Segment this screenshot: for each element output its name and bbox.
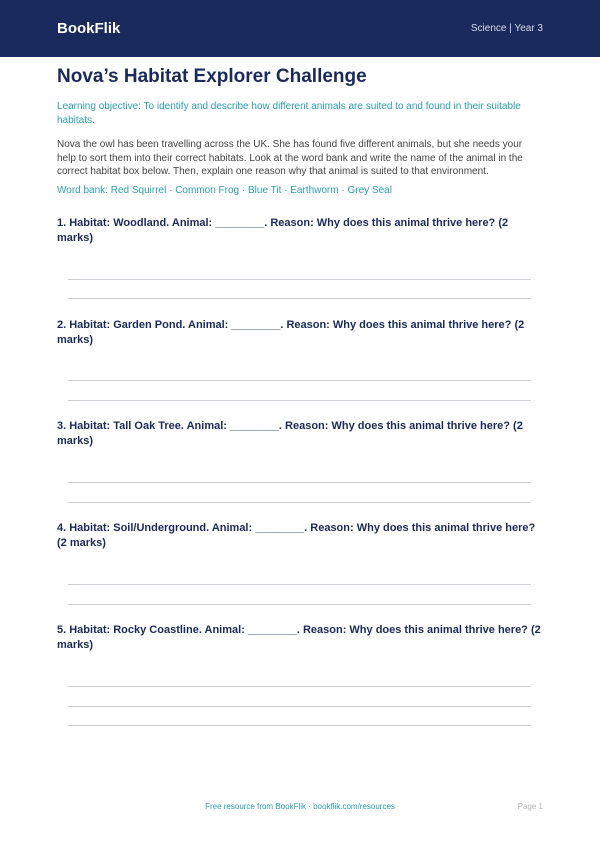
answer-line[interactable] — [68, 279, 531, 280]
answer-line[interactable] — [68, 400, 531, 401]
answer-line[interactable] — [68, 604, 531, 605]
brand-logo: BookFlik — [57, 20, 121, 37]
page-title: Nova’s Habitat Explorer Challenge — [57, 66, 367, 87]
subject-year: Science | Year 3 — [470, 23, 543, 34]
answer-line[interactable] — [68, 725, 531, 726]
page-number: Page 1 — [517, 802, 543, 811]
answer-line[interactable] — [68, 686, 531, 687]
answer-line[interactable] — [68, 482, 531, 483]
question-5: 5. Habitat: Rocky Coastline. Animal: ________. Reason: Why does this animal thrive here? (2 marks) — [57, 624, 541, 651]
answer-line[interactable] — [68, 502, 531, 503]
intro-paragraph: Nova the owl has been travelling across the UK. She has found five different animals, but she needs your help to sort them into their correct habitats. Look at the word bank and write the name of the animal in the correct habitat box below. Then, explain one reason why that animal is suited to that environment. — [57, 139, 523, 177]
question-1: 1. Habitat: Woodland. Animal: ________. Reason: Why does this animal thrive here? (2 marks) — [57, 217, 509, 244]
question-4: 4. Habitat: Soil/Underground. Animal: ________. Reason: Why does this animal thrive here? (2 marks) — [57, 522, 536, 549]
question-2: 2. Habitat: Garden Pond. Animal: ________. Reason: Why does this animal thrive here? (2 marks) — [57, 319, 525, 346]
word-bank: Word bank: Red Squirrel · Common Frog · Blue Tit · Earthworm · Grey Seal — [57, 185, 392, 196]
question-3: 3. Habitat: Tall Oak Tree. Animal: ________. Reason: Why does this animal thrive here? (2 marks) — [57, 420, 523, 447]
learning-objective: Learning objective: To identify and describe how different animals are suited to and found in their suitable habitats. — [57, 101, 521, 126]
header-bar — [0, 0, 600, 57]
answer-line[interactable] — [68, 706, 531, 707]
footer-text: Free resource from BookFlik · bookflik.com/resources — [205, 802, 395, 811]
answer-line[interactable] — [68, 584, 531, 585]
answer-line[interactable] — [68, 298, 531, 299]
answer-line[interactable] — [68, 380, 531, 381]
